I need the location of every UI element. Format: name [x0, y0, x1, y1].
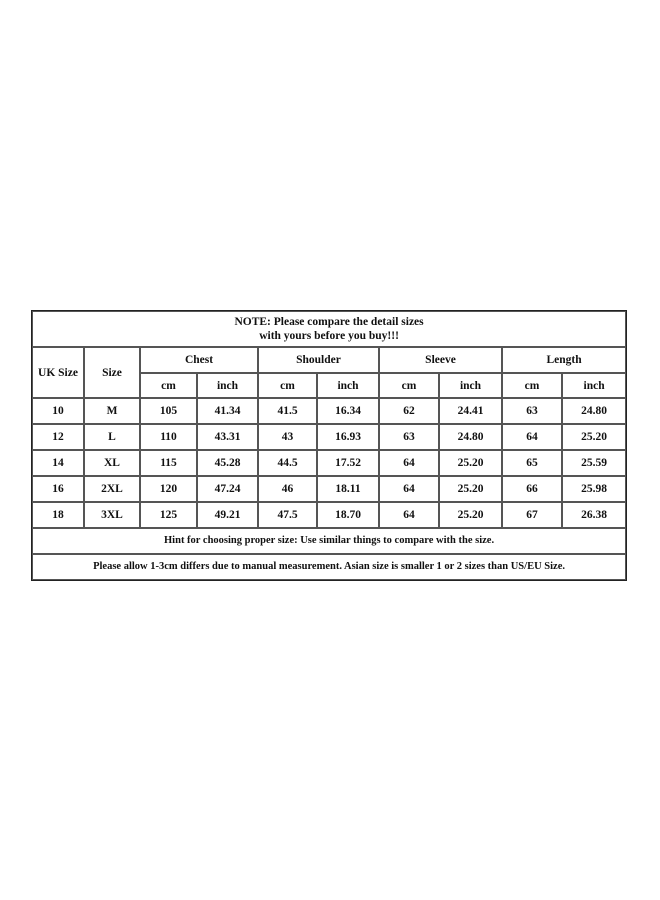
measurement-disclaimer: Please allow 1-3cm differs due to manual measurement. Asian size is smaller 1 or 2 sizes than US/EU Size.: [32, 554, 626, 580]
cell-length-cm: 65: [502, 450, 562, 476]
cell-uk-size: 18: [32, 502, 84, 528]
table-row: [32, 398, 626, 424]
unit-length-cm: cm: [502, 373, 562, 398]
cell-sleeve-cm: 62: [379, 398, 439, 424]
cell-shoulder-inch: 16.93: [317, 424, 379, 450]
cell-length-inch: 25.98: [562, 476, 626, 502]
header-chest: Chest: [140, 347, 258, 373]
header-length: Length: [502, 347, 626, 373]
cell-shoulder-cm: 43: [258, 424, 317, 450]
size-chart-container: [31, 310, 627, 581]
header-uk-size: UK Size: [32, 347, 84, 398]
cell-chest-inch: 49.21: [197, 502, 258, 528]
cell-length-cm: 66: [502, 476, 562, 502]
cell-length-inch: 26.38: [562, 502, 626, 528]
table-row: [32, 450, 626, 476]
cell-length-cm: 64: [502, 424, 562, 450]
unit-chest-inch: inch: [197, 373, 258, 398]
table-row: [32, 424, 626, 450]
cell-chest-inch: 41.34: [197, 398, 258, 424]
cell-size: L: [84, 424, 140, 450]
cell-size: XL: [84, 450, 140, 476]
cell-shoulder-cm: 44.5: [258, 450, 317, 476]
cell-uk-size: 10: [32, 398, 84, 424]
cell-sleeve-inch: 25.20: [439, 476, 502, 502]
cell-sleeve-cm: 63: [379, 424, 439, 450]
unit-sleeve-inch: inch: [439, 373, 502, 398]
cell-chest-inch: 47.24: [197, 476, 258, 502]
cell-shoulder-inch: 17.52: [317, 450, 379, 476]
cell-length-inch: 24.80: [562, 398, 626, 424]
cell-chest-cm: 110: [140, 424, 197, 450]
cell-chest-inch: 45.28: [197, 450, 258, 476]
header-size: Size: [84, 347, 140, 398]
cell-uk-size: 14: [32, 450, 84, 476]
cell-chest-cm: 125: [140, 502, 197, 528]
cell-shoulder-cm: 46: [258, 476, 317, 502]
cell-shoulder-cm: 41.5: [258, 398, 317, 424]
cell-chest-cm: 120: [140, 476, 197, 502]
cell-chest-inch: 43.31: [197, 424, 258, 450]
unit-shoulder-inch: inch: [317, 373, 379, 398]
cell-shoulder-cm: 47.5: [258, 502, 317, 528]
cell-size: M: [84, 398, 140, 424]
cell-size: 3XL: [84, 502, 140, 528]
unit-chest-cm: cm: [140, 373, 197, 398]
cell-sleeve-cm: 64: [379, 476, 439, 502]
note-banner: [32, 311, 626, 347]
cell-shoulder-inch: 16.34: [317, 398, 379, 424]
cell-sleeve-inch: 24.80: [439, 424, 502, 450]
cell-chest-cm: 115: [140, 450, 197, 476]
cell-shoulder-inch: 18.11: [317, 476, 379, 502]
cell-sleeve-cm: 64: [379, 450, 439, 476]
cell-sleeve-inch: 25.20: [439, 450, 502, 476]
cell-shoulder-inch: 18.70: [317, 502, 379, 528]
hint-note: Hint for choosing proper size: Use similar things to compare with the size.: [32, 528, 626, 554]
size-chart-table: [31, 310, 627, 581]
unit-shoulder-cm: cm: [258, 373, 317, 398]
cell-sleeve-inch: 25.20: [439, 502, 502, 528]
cell-sleeve-cm: 64: [379, 502, 439, 528]
cell-size: 2XL: [84, 476, 140, 502]
cell-length-inch: 25.20: [562, 424, 626, 450]
cell-length-cm: 63: [502, 398, 562, 424]
cell-length-cm: 67: [502, 502, 562, 528]
table-row: [32, 502, 626, 528]
cell-chest-cm: 105: [140, 398, 197, 424]
header-sleeve: Sleeve: [379, 347, 502, 373]
cell-sleeve-inch: 24.41: [439, 398, 502, 424]
unit-length-inch: inch: [562, 373, 626, 398]
header-shoulder: Shoulder: [258, 347, 379, 373]
note-line-1: NOTE: Please compare the detail sizes: [234, 316, 424, 328]
note-line-2: with yours before you buy!!!: [259, 330, 399, 342]
cell-uk-size: 12: [32, 424, 84, 450]
table-row: [32, 476, 626, 502]
cell-length-inch: 25.59: [562, 450, 626, 476]
unit-sleeve-cm: cm: [379, 373, 439, 398]
cell-uk-size: 16: [32, 476, 84, 502]
